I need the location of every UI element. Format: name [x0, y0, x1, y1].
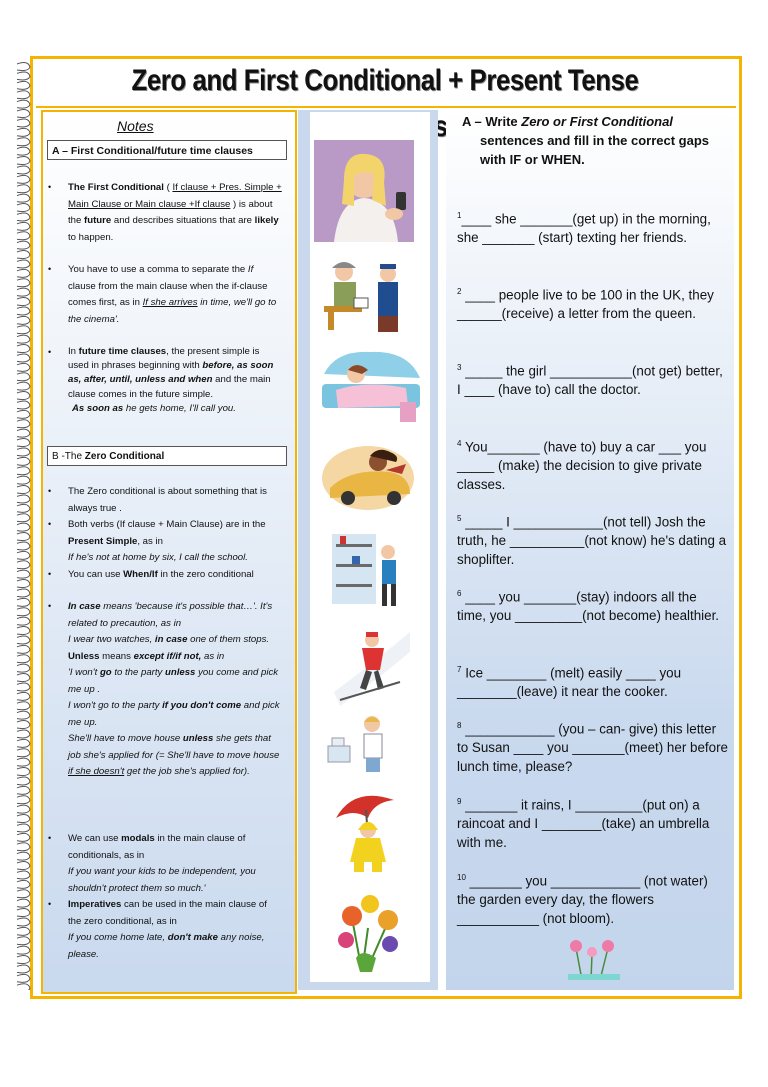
exercise-text: _____ I ____________(not tell) Josh the truth, he __________(not know) he's dating a shoplifter. [457, 514, 727, 568]
section-b-title [47, 446, 287, 466]
text: You can use [68, 569, 124, 580]
exercise-number: 3 [457, 363, 462, 372]
exercise-item [457, 509, 729, 569]
text: can be used in the main clause of the zero conditional, as in [68, 899, 267, 927]
term-future: future [84, 215, 112, 226]
spiral-ring [17, 63, 30, 71]
example: I won't go to the party [68, 700, 163, 711]
bullet-icon: • [48, 182, 52, 192]
spiral-ring [17, 194, 30, 202]
example: I wear two watches, [68, 634, 155, 645]
example: if she doesn't [68, 766, 125, 777]
spiral-ring [17, 363, 30, 371]
spiral-ring [17, 279, 30, 287]
spiral-ring [17, 316, 30, 324]
exercise-number: 4 [457, 439, 462, 448]
term: Zero or First Conditional [521, 114, 673, 129]
exercise-text: ____ you _______(stay) indoors all the time, you _________(not become) healthier. [457, 589, 720, 624]
spiral-ring [17, 880, 30, 888]
formula: If clause + Pres. Simple + Main Clause or Main clause +If clause [68, 182, 282, 210]
term: Present Simple [68, 535, 138, 547]
term: future time clauses [78, 346, 167, 357]
spiral-ring [17, 711, 30, 719]
spiral-ring [17, 420, 30, 428]
text: A – Write [462, 114, 522, 129]
spiral-ring [17, 617, 30, 625]
term: As soon as [72, 402, 124, 414]
spiral-ring [17, 410, 30, 418]
example: If he's not at home by six, I call the school. [68, 552, 248, 563]
spiral-ring [17, 185, 30, 193]
exercise-number: 9 [457, 797, 462, 806]
spiral-ring [17, 533, 30, 541]
term-first-conditional: The First Conditional [68, 182, 164, 193]
note-when-if [68, 567, 282, 584]
note-future-time-clauses [68, 345, 282, 416]
spiral-ring [17, 157, 30, 165]
spiral-ring [17, 815, 30, 823]
spiral-ring [17, 260, 30, 268]
spiral-ring [17, 871, 30, 879]
exercise-item [457, 206, 729, 247]
spiral-ring [17, 382, 30, 390]
text: means [99, 650, 134, 662]
example: and pick me up. [68, 700, 280, 728]
spiral-ring [17, 645, 30, 653]
exercise-text: _______ it rains, I _________(put on) a raincoat and I ________(take) an umbrella with me. [457, 797, 710, 851]
spiral-ring [17, 401, 30, 409]
bullet-icon: • [48, 899, 52, 909]
spiral-ring [17, 241, 30, 249]
exercise-item [457, 868, 729, 928]
bullet-icon: • [48, 569, 52, 579]
spiral-ring [17, 476, 30, 484]
text: ( [163, 182, 173, 193]
spiral-ring [17, 457, 30, 465]
spiral-ring [17, 439, 30, 447]
spiral-ring [17, 354, 30, 362]
spiral-ring [17, 373, 30, 381]
bullet-icon: • [48, 347, 52, 357]
text: , the present simple is used in phrases beginning with [68, 346, 260, 372]
note-both-verbs [68, 517, 282, 567]
spiral-ring [17, 326, 30, 334]
spiral-ring [17, 580, 30, 588]
exercise-text: ____________ (you – can- give) this letter to Susan ____ you _______(meet) her before lunch time, please? [457, 721, 728, 775]
example: to the party [111, 667, 165, 678]
woman-car-icon [320, 438, 416, 512]
term: if you don't come [162, 700, 242, 711]
spiral-ring [17, 937, 30, 945]
term: before, as soon as, after, until, unless and when [68, 360, 274, 386]
spiral-ring [17, 307, 30, 315]
exercise-text: ____ she _______(get up) in the morning, she _______ (start) texting her friends. [457, 211, 711, 246]
spiral-ring [17, 467, 30, 475]
spiral-ring [17, 777, 30, 785]
spiral-ring [17, 147, 30, 155]
spiral-ring [17, 749, 30, 757]
skier-icon [334, 622, 410, 708]
spiral-ring [17, 542, 30, 550]
exercise-item [457, 282, 729, 323]
cook-icon [326, 712, 406, 774]
spiral-ring [17, 786, 30, 794]
spiral-ring [17, 796, 30, 804]
spiral-ring [17, 833, 30, 841]
spiral-ring [17, 251, 30, 259]
spiral-ring [17, 946, 30, 954]
example: get the job she's applied for). [124, 766, 250, 777]
spiral-ring [17, 486, 30, 494]
spiral-ring [17, 166, 30, 174]
text: and describes situations that are [111, 215, 255, 226]
spiral-ring [17, 269, 30, 277]
text: In [68, 346, 79, 357]
exercise-instructions [462, 112, 730, 169]
exercise-text: Ice ________ (melt) easily ____ you ________(leave) it near the cooker. [457, 665, 682, 700]
spiral-ring [17, 589, 30, 597]
notes-heading: Notes [117, 118, 154, 134]
note-zero-conditional: The Zero conditional is about something that is always true . [68, 486, 267, 514]
text: clause from the main clause when the if-clause comes first, as in [68, 280, 268, 308]
spiral-ring [17, 721, 30, 729]
spiral-ring [17, 664, 30, 672]
term: modals [121, 833, 155, 844]
spiral-ring [17, 909, 30, 917]
spiral-ring [17, 110, 30, 118]
spiral-ring [17, 824, 30, 832]
spiral-ring [17, 683, 30, 691]
bullet-icon: • [48, 486, 52, 496]
text: in the zero conditional [157, 569, 254, 580]
spiral-ring [17, 965, 30, 973]
postman-letter-icon [318, 256, 418, 336]
spiral-ring [17, 448, 30, 456]
example: in time, we'll go to the cinema'. [68, 297, 277, 325]
spiral-ring [17, 805, 30, 813]
text: Zero Conditional [84, 451, 165, 462]
note-imperatives [68, 897, 282, 963]
text: ) is about the [68, 198, 273, 226]
pink-flowers-icon [560, 934, 626, 980]
exercise-number: 5 [457, 514, 462, 523]
spiral-ring [17, 429, 30, 437]
term: unless [182, 733, 214, 744]
text: as in [201, 650, 225, 662]
text: to happen. [68, 231, 114, 243]
spiral-ring [17, 298, 30, 306]
exercise-item [457, 660, 729, 701]
term: go [99, 667, 112, 678]
spiral-ring [17, 570, 30, 578]
spiral-ring [17, 232, 30, 240]
term-likely: likely [254, 215, 279, 226]
exercise-text: _____ the girl ___________(not get) better, I ____ (have to) call the doctor. [457, 363, 723, 398]
woman-phone-icon [314, 140, 414, 242]
spiral-ring [17, 561, 30, 569]
spiral-ring [17, 862, 30, 870]
bullet-icon: • [48, 601, 52, 611]
spiral-ring [17, 81, 30, 89]
text: , as in [137, 535, 163, 547]
text: Both verbs (If clause + Main Clause) are in the [68, 519, 266, 530]
spiral-ring [17, 119, 30, 127]
example: If she arrives [142, 297, 198, 308]
spiral-ring [17, 984, 30, 990]
exercise-number: 6 [457, 589, 462, 598]
bullet-icon: • [48, 264, 52, 274]
note-modals [68, 831, 282, 897]
spiral-ring [17, 504, 30, 512]
example: If you come home late, [68, 932, 168, 943]
spiral-ring [17, 730, 30, 738]
spiral-ring [17, 918, 30, 926]
flowers-icon [332, 888, 406, 972]
example: 'I won't [68, 667, 100, 678]
example: you come and pick me up . [68, 667, 279, 695]
spiral-ring [17, 692, 30, 700]
spiral-ring [17, 72, 30, 80]
exercise-text: ____ people live to be 100 in the UK, they ______(receive) a letter from the queen. [457, 287, 714, 322]
exercise-number: 8 [457, 721, 462, 730]
exercise-number: 2 [457, 287, 462, 296]
raincoat-child-icon [334, 790, 402, 876]
exercise-item [457, 434, 729, 494]
exercise-item [457, 358, 729, 399]
shoplifter-icon [330, 530, 410, 612]
example: he gets home, I'll call you. [123, 402, 236, 414]
spiral-ring [17, 899, 30, 907]
term: unless [165, 667, 196, 678]
term: except if/if not, [133, 650, 202, 662]
spiral-ring [17, 100, 30, 108]
spiral-ring [17, 345, 30, 353]
spiral-ring [17, 598, 30, 606]
spiral-ring [17, 128, 30, 136]
term: Imperatives [68, 899, 122, 910]
spiral-ring [17, 222, 30, 230]
spiral-ring [17, 288, 30, 296]
spiral-ring [17, 758, 30, 766]
text: We can use [68, 833, 122, 844]
spiral-ring [17, 514, 30, 522]
exercise-item [457, 716, 729, 776]
spiral-ring [17, 739, 30, 747]
term: In case [68, 601, 101, 612]
title-divider [36, 106, 736, 108]
text: means 'because it's possible that…'. It's related to precaution, as in [68, 601, 273, 629]
example: She'll have to move house [68, 733, 183, 744]
example: any noise, please. [68, 932, 265, 960]
exercise-number: 1 [457, 211, 462, 220]
section-a-title: A – First Conditional/future time clauses [47, 140, 287, 160]
spiral-ring [17, 956, 30, 964]
spiral-ring [17, 702, 30, 710]
bullet-icon: • [48, 519, 52, 529]
bullet-icon: • [48, 833, 52, 843]
spiral-ring [17, 627, 30, 635]
spiral-ring [17, 890, 30, 898]
text: sentences and fill in the correct gaps with IF or WHEN. [480, 133, 710, 167]
exercise-number: 10 [457, 873, 466, 882]
spiral-ring [17, 91, 30, 99]
text: You have to use a comma to separate the [68, 264, 248, 275]
spiral-ring [17, 213, 30, 221]
text: in the main clause of conditionals, as in [68, 833, 246, 861]
spiral-ring [17, 636, 30, 644]
spiral-ring [17, 335, 30, 343]
example: she gets that job she's applied for (= She'll have to move house [68, 733, 280, 761]
spiral-ring [17, 974, 30, 982]
term: don't make [167, 932, 218, 943]
page-title: Zero and First Conditional + Present Tense [131, 64, 639, 97]
spiral-ring [17, 655, 30, 663]
exercise-item [457, 792, 729, 852]
spiral-ring [17, 392, 30, 400]
example: If you want your kids to be independent, you shouldn't protect them so much.' [68, 866, 256, 894]
spiral-ring [17, 843, 30, 851]
note-comma [68, 262, 282, 328]
spiral-ring [17, 551, 30, 559]
spiral-ring [17, 138, 30, 146]
spiral-ring [17, 204, 30, 212]
sick-girl-bed-icon [316, 344, 424, 424]
term: Unless [68, 650, 100, 662]
spiral-binding-icon [14, 58, 38, 990]
text: B -The [52, 451, 85, 462]
note-in-case-unless [68, 599, 282, 781]
text: and the main clause comes in the future simple. [68, 374, 271, 400]
spiral-ring [17, 674, 30, 682]
spiral-ring [17, 768, 30, 776]
note-first-conditional [68, 180, 282, 246]
exercise-number: 7 [457, 665, 462, 674]
example: one of them stops. [187, 634, 270, 645]
exercise-text: You_______ (have to) buy a car ___ you _____ (make) the decision to give private classes. [457, 439, 707, 493]
exercise-text: _______ you ____________ (not water) the garden every day, the flowers ___________ (not bloom). [457, 873, 708, 927]
exercise-item [457, 584, 729, 625]
spiral-ring [17, 852, 30, 860]
term: in case [154, 634, 188, 645]
spiral-ring [17, 495, 30, 503]
text: If [247, 264, 254, 275]
term: When/If [123, 569, 158, 580]
spiral-ring [17, 175, 30, 183]
spiral-ring [17, 608, 30, 616]
spiral-ring [17, 523, 30, 531]
spiral-ring [17, 927, 30, 935]
